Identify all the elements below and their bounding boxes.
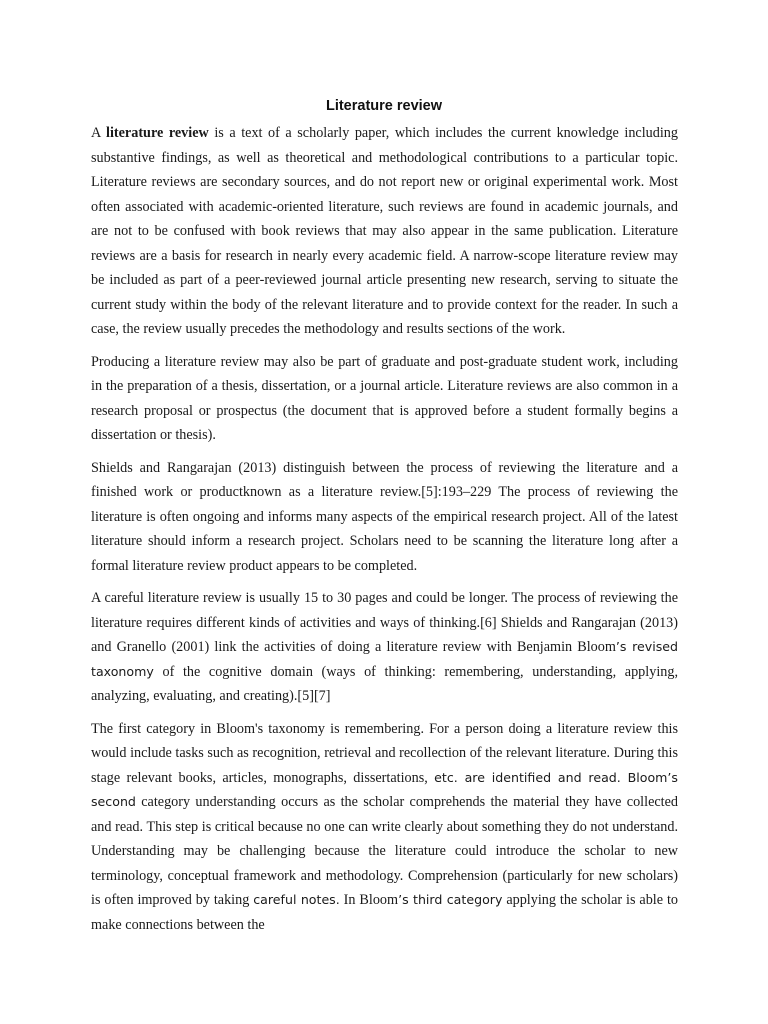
p5-text-d: applying the scholar is able to make connections between the xyxy=(91,892,678,933)
p5-text-c: In Bloom xyxy=(339,892,399,908)
p5-alt-font-1: etc. are identified and read. Bloom’s second xyxy=(91,769,678,809)
document-body xyxy=(91,121,678,945)
page-title: Literature review xyxy=(325,98,443,114)
paragraph-4 xyxy=(91,586,678,709)
paragraph-5 xyxy=(91,717,678,938)
p4-end: of the cognitive domain (ways of thinking: remembering, understanding, applying, analyzing, evaluating, and creating).[5][7] xyxy=(91,663,678,704)
p5-alt-font-3: ’s third category xyxy=(398,892,503,907)
p5-text-a: The first category in Bloom's taxonomy is remembering. For a person doing a literature review this would include tasks such as recognition, retrieval and recollection of the relevant literature. During this stage relevant books, articles, monographs, dissertations, xyxy=(91,720,678,786)
paragraph-1 xyxy=(91,121,678,342)
p5-alt-font-2: careful notes. xyxy=(253,892,340,907)
p4-text: A careful literature review is usually 15 to 30 pages and could be longer. The process of reviewing the literature requires different kinds of activities and ways of thinking.[6] Shields and Rangarajan (2013) and Granello (2001) link the activities of doing a literature review with Benjamin Bloom xyxy=(91,590,678,655)
p1-lead: A xyxy=(91,125,107,141)
p1-term: literature review xyxy=(106,125,209,141)
p1-text: is a text of a scholarly paper, which includes the current knowledge including substantive findings, as well as theoretical and methodological contributions to a particular topic. Literature reviews are secondary sources, and do not report new or original experimental work. Most often associated with academic-oriented literature, such reviews are found in academic journals, and are not to be confused with book reviews that may also appear in the same publication. Literature reviews are a basis for research in nearly every academic field. A narrow-scope literature review may be included as part of a peer-reviewed journal article presenting new research, serving to situate the current study within the body of the relevant literature and to provide context for the reader. In such a case, the review usually precedes the methodology and results sections of the work. xyxy=(91,125,678,337)
paragraph-3: Shields and Rangarajan (2013) distinguish between the process of reviewing the literature and a finished work or productknown as a literature review.[5]:193–229 The process of reviewing the literature is often ongoing and informs many aspects of the empirical research project. All of the latest literature should inform a research project. Scholars need to be scanning the literature long after a formal literature review product appears to be completed. xyxy=(91,459,678,574)
paragraph-2: Producing a literature review may also be part of graduate and post-graduate student work, including in the preparation of a thesis, dissertation, or a journal article. Literature reviews are also common in a research proposal or prospectus (the document that is approved before a student formally begins a dissertation or thesis). xyxy=(91,353,678,443)
p4-alt-font-text: ’s revised taxonomy xyxy=(91,639,678,679)
p5-text-b: category understanding occurs as the scholar comprehends the material they have collected and read. This step is critical because no one can write clearly about something they do not understand. Understanding may be challenging because the literature could introduce the scholar to new terminology, conceptual framework and methodology. Comprehension (particularly for new scholars) is often improved by taking xyxy=(91,794,678,908)
